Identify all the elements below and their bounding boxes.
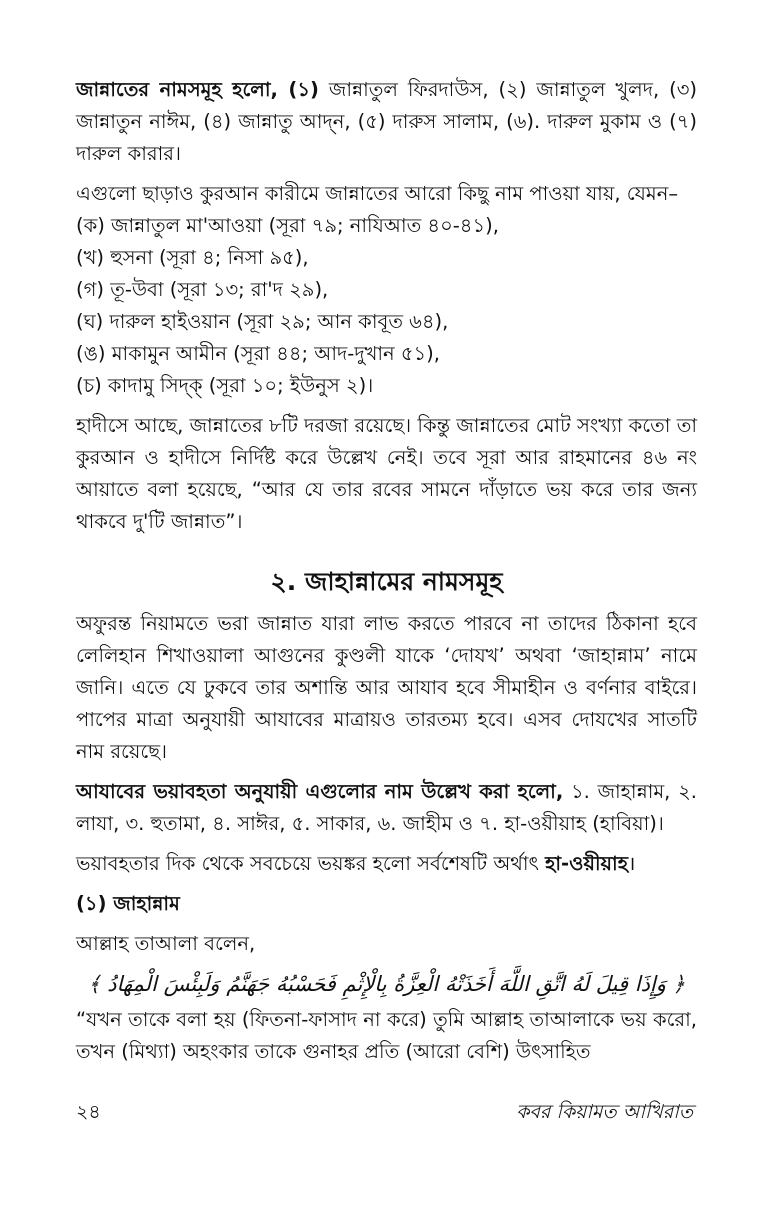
paragraph-lead: জান্নাতের নামসমূহ হলো, (১) [76,78,319,101]
paragraph-text: জান্নাতুল ফিরদাউস, (২) জান্নাতুল খুলদ, (৩) জান্নাতুন নাঈম, (৪) জান্নাতু আদ্‌ন, (৫) দারুস সালাম, (৬). দারুল মুকাম ও (৭) দারুল কারার। [76,78,697,165]
paragraph-translation: “যখন তাকে বলা হয় (ফিতনা-ফাসাদ না করে) তুমি আল্লাহ তাআলাকে ভয় করো, তখন (মিথ্যা) অহংকার তাকে গুনাহর প্রতি (আরো বেশি) উৎসাহিত [76,1008,697,1063]
paragraph-end: । [627,852,636,875]
paragraph-hadith: হাদীসে আছে, জান্নাতের ৮টি দরজা রয়েছে। কিন্তু জান্নাতের মোট সংখ্যা কতো তা কুরআন ও হাদীসে নির্দিষ্ট করে উল্লেখ নেই। তবে সূরা আর রাহমানের ৪৬ নং আয়াতে বলা হয়েছে, “আর যে তার রবের সামনে দাঁড়াতে ভয় করে তার জন্য থাকবে দু'টি জান্নাত”। [76,414,697,533]
paragraph-most-severe [76,848,697,880]
paragraph-text: ভয়াবহতার দিক থেকে সবচেয়ে ভয়ঙ্কর হলো সর্বশেষটি অর্থাৎ [76,852,546,875]
paragraph-allah-says: আল্লাহ তাআলা বলেন, [76,932,256,955]
list-item: (ঙ) মাকামুন আমীন (সূরা ৪৪; আদ-দুখান ৫১), [76,342,440,365]
paragraph-jahannam-intro: অফুরন্ত নিয়ামতে ভরা জান্নাত যারা লাভ করতে পারবে না তাদের ঠিকানা হবে লেলিহান শিখাওয়ালা আগুনের কুণ্ডলী যাকে ‘দোযখ’ অথবা ‘জাহান্নাম’ নামে জানি। এতে যে ঢুকবে তার অশান্তি আর আযাব হবে সীমাহীন ও বর্ণনার বাইরে। পাপের মাত্রা অনুযায়ী আযাবের মাত্রায়ও তারতম্য হবে। এসব দোযখের সাতটি নাম রয়েছে। [76,612,697,763]
section-heading: ২. জাহান্নামের নামসমূহ [270,567,503,596]
paragraph-other-names: এগুলো ছাড়াও কুরআন কারীমে জান্নাতের আরো কিছু নাম পাওয়া যায়, যেমন– [76,182,679,205]
names-list [76,210,697,402]
book-title: কবর কিয়ামত আখিরাত [516,1101,693,1123]
list-item: (খ) হুসনা (সূরা ৪; নিসা ৯৫), [76,246,309,269]
list-item: (চ) কাদামু সিদ্‌ক্‌ (সূরা ১০; ইউনুস ২)। [76,374,374,397]
paragraph-text: ১. জাহান্নাম, ২. লাযা, ৩. হুতামা, ৪. সাঈর, ৫. সাকার, ৬. জাহীম ও ৭. হা-ওয়ীয়াহ (হাবিয়া)। [76,780,697,835]
paragraph-jannat-names [76,74,697,170]
subheading: (১) জাহান্নাম [76,892,180,915]
page-body [76,74,697,1068]
list-item: (ঘ) দারুল হাইওয়ান (সূরা ২৯; আন কাবূত ৬৪), [76,310,449,333]
bold-term: হা-ওয়ীয়াহ [545,852,628,875]
list-item: (গ) তূ-উবা (সূরা ১৩; রা'দ ২৯), [76,278,329,301]
paragraph-lead: আযাবের ভয়াবহতা অনুযায়ী এগুলোর নাম উল্লেখ করা হলো, [76,780,564,803]
paragraph-jahannam-names [76,776,697,840]
page-number: ২৪ [76,1101,101,1123]
arabic-verse: ﴿ وَإِذَا قِيلَ لَهُ اتَّقِ اللَّهَ أَخَذَتْهُ الْعِزَّةُ بِالْإِثْمِ فَحَسْبُهُ جَهَنَّمُ وَلَبِئْسَ الْمِهَادُ ﴾ [88,972,685,996]
list-item: (ক) জান্নাতুল মা'আওয়া (সূরা ৭৯; নাযিআত ৪০-৪১), [76,214,499,237]
